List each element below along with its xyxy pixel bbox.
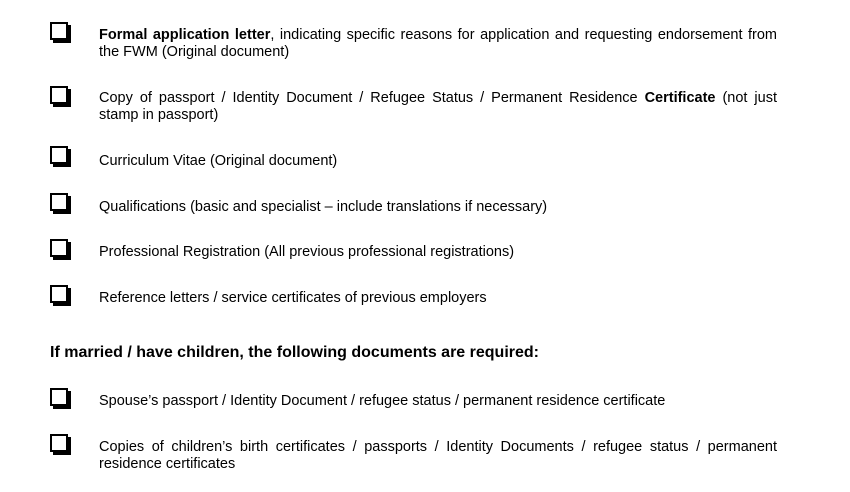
item-bold-text: Formal application letter [99, 27, 271, 43]
checkbox-qualifications[interactable] [50, 193, 68, 211]
item-text: (not just stamp in passport) [99, 90, 777, 123]
item-professional-registration: Professional Registration (All previous professional registrations) [99, 244, 515, 260]
item-spouse-passport: Spouse’s passport / Identity Document / refugee status / permanent residence certificate [99, 393, 666, 409]
checkbox-formal-application-letter[interactable] [50, 22, 68, 40]
checkbox-passport-copy[interactable] [50, 86, 68, 104]
item-text: , indicating specific reasons for application and requesting endorsement from the FWM (Original document) [99, 27, 777, 60]
item-formal-application-letter [99, 27, 777, 61]
checkbox-curriculum-vitae[interactable] [50, 146, 68, 164]
item-bold-text: Certificate [644, 90, 716, 106]
item-qualifications: Qualifications (basic and specialist – include translations if necessary) [99, 199, 548, 215]
checkbox-spouse-passport[interactable] [50, 388, 68, 406]
checkbox-professional-registration[interactable] [50, 239, 68, 257]
checkbox-children-documents[interactable] [50, 434, 68, 452]
checkbox-reference-letters[interactable] [50, 285, 68, 303]
item-text: Copy of passport / Identity Document / Refugee Status / Permanent Residence [99, 90, 645, 106]
item-curriculum-vitae: Curriculum Vitae (Original document) [99, 153, 338, 169]
item-passport-copy [99, 90, 777, 124]
item-children-documents: Copies of children’s birth certificates / passports / Identity Documents / refugee status / permanent residence certificates [99, 439, 777, 472]
item-reference-letters: Reference letters / service certificates of previous employers [99, 290, 487, 306]
married-section-heading: If married / have children, the following documents are required: [50, 344, 539, 361]
